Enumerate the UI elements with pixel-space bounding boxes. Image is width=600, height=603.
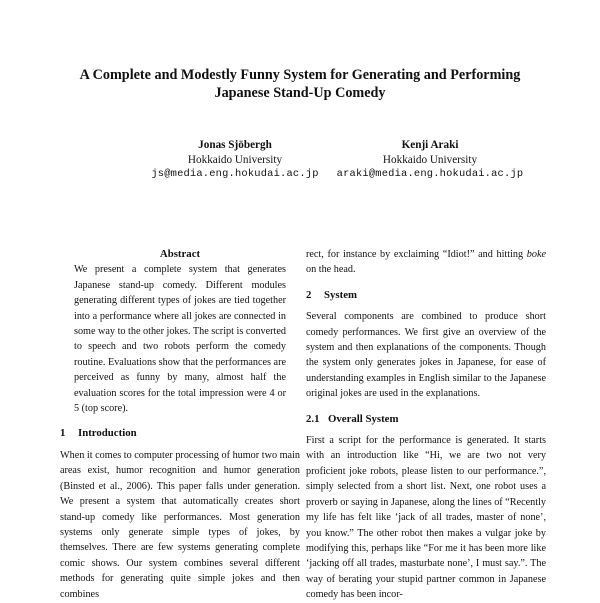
section-heading-system — [306, 288, 546, 303]
section-number: 2 — [306, 288, 312, 301]
term-boke: boke — [526, 249, 546, 260]
introduction-text: When it comes to computer processing of humor two main areas exist, humor recognition and humor generation (Binsted et al., 2006). This paper falls under generation. We present a system that automatically creates short stand-up comedy like performances. Most generation systems only generate simple types of jokes, by themselves. There are few systems generating complete comic shows. Our system combines several different methods for generating quite simple jokes and then combines — [60, 449, 300, 600]
author-affiliation: Hokkaido University — [187, 153, 283, 166]
continued-text-start: rect, for instance by exclaiming “Idiot!” and hitting — [306, 249, 524, 260]
paper-title: A Complete and Modestly Funny System for Generating and Performing Japanese Stand-Up Comedy — [79, 67, 521, 101]
section-number: 1 — [60, 427, 66, 440]
author-name: Jonas Sjöbergh — [198, 139, 272, 151]
continued-text — [306, 247, 546, 278]
author-email: araki@media.eng.hokudai.ac.jp — [336, 168, 524, 180]
author-block-2 — [295, 138, 565, 182]
left-column — [60, 247, 300, 602]
author-name: Kenji Araki — [401, 139, 459, 151]
abstract-heading: Abstract — [159, 248, 201, 260]
subsection-heading-overall-system — [306, 412, 546, 427]
abstract-text: We present a complete system that generates Japanese stand-up comedy. Different modules generating different types of jokes are tied together into a performance where all jokes are connected in some way to the other jokes. The script is converted to speech and two robots perform the comedy routine. Evaluations show that the performances are perceived as funny by many, almost half the evaluation scores for the total impression were 4 or 5 (top score). — [74, 264, 286, 415]
author-affiliation: Hokkaido University — [382, 153, 478, 166]
system-text: Several components are combined to produce short comedy performances. We first give an overview of the system and then explanations of the components. Though the system only generates jokes in Japanese, for ease of understanding examples in English similar to the Japanese original jokes are used in the explanations. — [306, 311, 546, 400]
author-email: js@media.eng.hokudai.ac.jp — [151, 168, 319, 180]
subsection-title: Overall System — [328, 412, 399, 425]
overall-system-text: First a script for the performance is generated. It starts with an introduction like “Hi, we are two not very proficient joke robots, please listen to our performance.”, simply selected from a short list. Next, one robot uses a proverb or saying in Japanese, along the lines of “Recently my life has felt like ‘jack of all trades, master of none’, you know.” The other robot then makes a vulgar joke by modifying this, perhaps like “For me it has been more like ‘jacking off all trades, masturbate none’, I must say.”. The way of berating your stupid partner common in Japanese comedy has been incor- — [306, 435, 546, 601]
section-title: Introduction — [78, 427, 137, 440]
section-heading-introduction — [60, 426, 300, 441]
subsection-number: 2.1 — [306, 412, 320, 425]
section-title: System — [324, 288, 357, 301]
continued-text-end: on the head. — [306, 264, 356, 276]
right-column — [306, 247, 546, 603]
